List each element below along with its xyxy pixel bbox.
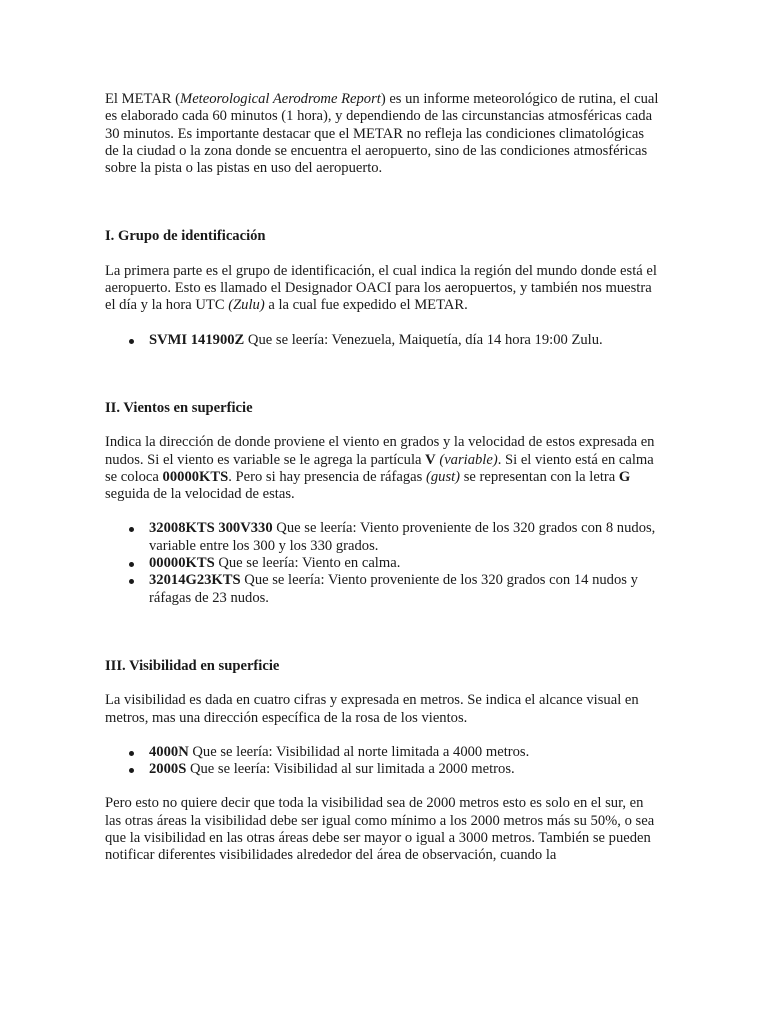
section-3-paragraph: La visibilidad es dada en cuatro cifras y expresada en metros. Se indica el alcance visual en metros, mas una dirección específica de la rosa de los vientos. [105,692,639,726]
list-item: 00000KTS Que se leería: Viento en calma. [105,555,660,572]
section-1-paragraph: La primera parte es el grupo de identificación, el cual indica la región del mundo donde está el aeropuerto. Esto es llamado el Designador OACI para los aeropuertos, y también nos muestra el día y la hora UTC (Zulu) a la cual fue expedido el METAR. [105,262,657,314]
list-item: 32008KTS 300V330 Que se leería: Viento proveniente de los 320 grados con 8 nudos, variable entre los 300 y los 330 grados. [105,520,660,555]
section-3-heading: III. Visibilidad en superficie [105,657,280,674]
section-2-heading: II. Vientos en superficie [105,399,253,416]
section-2-list [105,520,660,606]
section-1-list [105,332,660,349]
section-2-paragraph: Indica la dirección de donde proviene el viento en grados y la velocidad de estos expresada en nudos. Si el viento es variable se le agrega la partícula V (variable). Si el viento está en calma se coloca 00000KTS. Pero si hay presencia de ráfagas (gust) se representan con la letra G seguida de la velocidad de estas. [105,434,655,503]
intro-text: ) es un informe meteorológico de rutina, el cual es elaborado cada 60 minutos (1 hora), y dependiendo de las circunstancias atmosféricas cada 30 minutos. Es importante destacar que el METAR no refleja las condiciones climatológicas de la ciudad o la zona donde se encuentra el aeropuerto, sino de las condiciones atmosféricas sobre la pista o las pistas en uso del aeropuerto. [105,91,659,177]
intro-text: El METAR ( [105,91,181,107]
section-1-heading: I. Grupo de identificación [105,228,266,245]
intro-italic-term: Meteorological Aerodrome Report [180,91,381,107]
list-item: 4000N Que se leería: Visibilidad al norte limitada a 4000 metros. [105,744,660,761]
document-body [105,91,660,865]
list-item: 32014G23KTS Que se leería: Viento proveniente de los 320 grados con 14 nudos y ráfagas de 23 nudos. [105,572,660,607]
list-item: SVMI 141900Z Que se leería: Venezuela, Maiquetía, día 14 hora 19:00 Zulu. [105,332,660,349]
intro-paragraph [105,91,660,177]
list-item: 2000S Que se leería: Visibilidad al sur limitada a 2000 metros. [105,761,660,778]
section-3-paragraph-2: Pero esto no quiere decir que toda la visibilidad sea de 2000 metros esto es solo en el sur, en las otras áreas la visibilidad debe ser igual como mínimo a los 2000 metros más su 50%, o sea que la visibilidad en las otras áreas debe ser mayor o igual a 3000 metros. También se pueden notificar diferentes visibilidades alrededor del área de observación, cuando la [105,795,655,864]
section-3-list [105,744,660,779]
